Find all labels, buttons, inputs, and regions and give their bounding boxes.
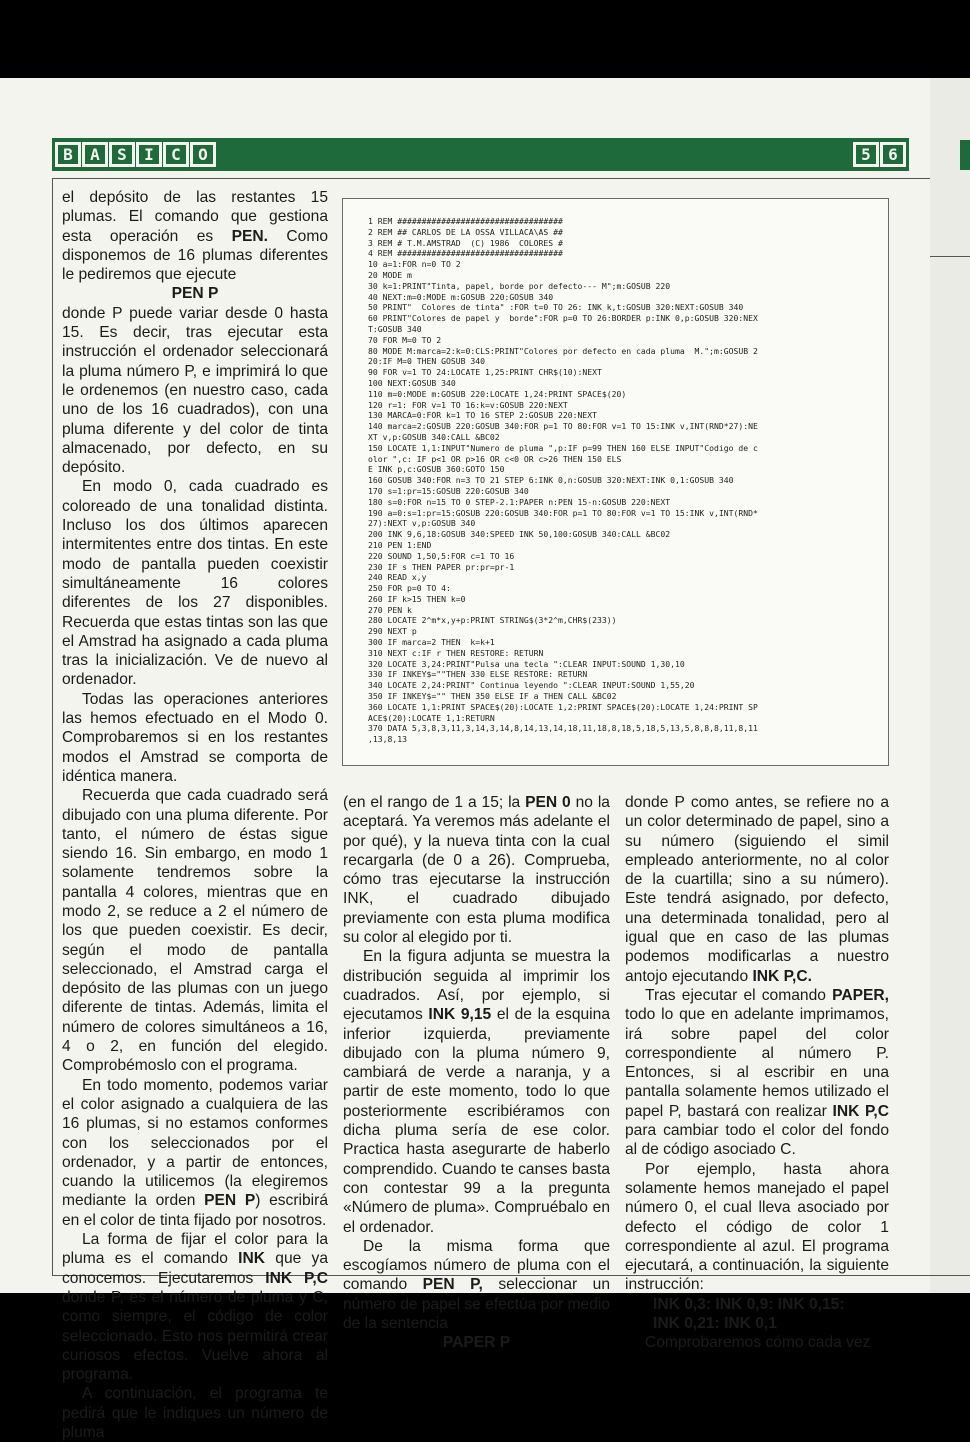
listing-line: T:GOSUB 340 bbox=[368, 323, 422, 334]
paragraph: En todo momento, podemos variar el color asignado a cualquiera de las 16 plumas, si no estamos conformes con los seleccionados por el ordenador, y a partir de entonces, cuando la utilicemos (la elegiremos mediante la orden PEN P) escribirá en el color de tinta fijado por nosotros. bbox=[62, 1076, 329, 1229]
paragraph: (en el rango de 1 a 15; la PEN 0 no la aceptará. Ya veremos más adelante el por qué), y la nueva tinta con la cual recargarla (de 0 a 26). Comprueba, cómo tras ejecutarse la instrucción INK, el cuadrado dibujado previamente con esta pluma modifica su color al elegido por ti. bbox=[343, 794, 610, 947]
listing-line: ,13,8,13 bbox=[368, 734, 407, 745]
next-page-edge bbox=[930, 78, 970, 1293]
listing-line: 20:IF M=0 THEN GOSUB 340 bbox=[368, 356, 485, 367]
listing-line: 80 MODE M:marca=2:k=0:CLS:PRINT"Colores por defecto en cada pluma M.";m:GOSUB 2 bbox=[368, 345, 758, 356]
listing-line: 20 MODE m bbox=[368, 269, 412, 280]
command: INK 0,21: INK 0,1 bbox=[653, 1315, 777, 1333]
listing-line: 150 LOCATE 1,1:INPUT"Numero de pluma ",p:IF p=99 THEN 160 ELSE INPUT"Codigo de c bbox=[368, 442, 758, 453]
listing-line: ACE$(20):LOCATE 1,1:RETURN bbox=[368, 712, 495, 723]
listing-line: 120 r=1: FOR v=1 TO 16:k=v:GOSUB 220:NEXT bbox=[368, 399, 568, 410]
listing-line: 300 IF marca=2 THEN k=k+1 bbox=[368, 637, 495, 648]
listing-line: 320 LOCATE 3,24:PRINT"Pulsa una tecla ":CLEAR INPUT:SOUND 1,30,10 bbox=[368, 658, 685, 669]
paragraph: donde P puede variar desde 0 hasta 15. Es decir, tras ejecutar esta instrucción el ordenador seleccionará la pluma número P, e imprimirá lo que le ordenemos (en nuestro caso, cada uno de los 16 cuadrados), con una pluma diferente y del color de tinta almacenado, por defecto, en su depósito. bbox=[62, 304, 328, 477]
listing-line: 90 FOR v=1 TO 24:LOCATE 1,25:PRINT CHR$(10):NEXT bbox=[368, 367, 602, 378]
logo-letter: S bbox=[109, 142, 135, 167]
listing-line: 60 PRINT"Colores de papel y borde":FOR p=0 TO 26:BORDER p:INK 0,p:GOSUB 320:NEX bbox=[368, 313, 758, 324]
listing-line: olor ",c: IF p<1 OR p>16 OR c<0 OR c>26 THEN 150 ELS bbox=[368, 453, 622, 464]
listing-line: 110 m=0:MODE m:GOSUB 220:LOCATE 1,24:PRINT SPACE$(20) bbox=[368, 388, 627, 399]
listing-line: 3 REM # T.M.AMSTRAD (C) 1986 COLORES # bbox=[368, 237, 563, 248]
left-rule bbox=[52, 178, 53, 1276]
command: PAPER P bbox=[442, 1334, 511, 1352]
listing-line: 240 READ x,y bbox=[368, 572, 427, 583]
listing-line: XT v,p:GOSUB 340:CALL &BC02 bbox=[368, 431, 500, 442]
logo-letter: O bbox=[190, 142, 216, 167]
page-number bbox=[852, 138, 906, 171]
paragraph: Por ejemplo, hasta ahora solamente hemos manejado el papel número 0, el cual lleva asociado por defecto el código de color 1 correspondiente al azul. El programa ejecutará, a continuación, la siguiente instrucción: bbox=[625, 1160, 889, 1294]
paragraph: La forma de fijar el color para la pluma es el comando INK que ya conocemos. Ejecutaremos INK P,C donde P, es el número de pluma y C, como siempre, el código de color seleccionado. Esto nos permitirá crear curiosos efectos. Vuelve ahora al programa. bbox=[62, 1231, 329, 1384]
page-digit: 5 bbox=[853, 142, 879, 167]
listing-line: 27):NEXT v,p:GOSUB 340 bbox=[368, 518, 476, 529]
text-column-3 bbox=[625, 793, 889, 1353]
next-page-header-fragment bbox=[960, 140, 970, 170]
listing-line: E INK p,c:GOSUB 360:GOTO 150 bbox=[368, 464, 505, 475]
section-header-bar bbox=[52, 138, 909, 171]
divider bbox=[52, 178, 930, 179]
paragraph: De la misma forma que escogíamos número de pluma con el comando PEN P, seleccionar un número de papel se efectúa por medio de la sentencia bbox=[343, 1237, 610, 1333]
listing-line: 170 s=1:pr=15:GOSUB 220:GOSUB 340 bbox=[368, 485, 529, 496]
paragraph: A continuación, el programa te pedirá que le indiques un número de pluma bbox=[62, 1385, 328, 1441]
command: INK 0,3: INK 0,9: INK 0,15: bbox=[653, 1295, 845, 1313]
text-column-1 bbox=[62, 188, 328, 1442]
listing-line: 260 IF k>15 THEN k=0 bbox=[368, 593, 466, 604]
listing-line: 180 s=0:FOR n=15 TO 0 STEP-2.1:PAPER n:PEN 15-n:GOSUB 220:NEXT bbox=[368, 496, 671, 507]
page-digit: 6 bbox=[880, 142, 906, 167]
paragraph: Tras ejecutar el comando PAPER, todo lo que en adelante imprimamos, irá sobre papel del color correspondiente al número P. Entonces, si al escribir en una pantalla solamente hemos utilizado el papel P, bastará con realizar INK P,C para cambiar todo el color del fondo al de código asociado C. bbox=[625, 986, 890, 1159]
listing-line: 360 LOCATE 1,1:PRINT SPACE$(20):LOCATE 1,2:PRINT SPACE$(20):LOCATE 1,24:PRINT SP bbox=[368, 701, 758, 712]
listing-line: 70 FOR M=0 TO 2 bbox=[368, 334, 442, 345]
paragraph: Recuerda que cada cuadrado será dibujado con una pluma diferente. Por tanto, el número de éstas sigue siendo 16. Sin embargo, en modo 1 solamente tendremos sobre la pantalla 4 colores, mientras que en modo 2, se reduce a 2 el número de los que pueden coexistir. Es decir, según el modo de pantalla seleccionado, el Amstrad carga el depósito de las plumas con un juego diferente de tintas. Además, limita el número de colores simultáneos a 16, 4 o 2, en función del elegido. Comprobémoslo con el programa. bbox=[62, 787, 328, 1075]
listing-line: 160 GOSUB 340:FOR n=3 TO 21 STEP 6:INK 0,n:GOSUB 320:NEXT:INK 0,1:GOSUB 340 bbox=[368, 475, 734, 486]
listing-line: 4 REM ################################## bbox=[368, 248, 563, 259]
paragraph: En la figura adjunta se muestra la distribución seguida al imprimir los cuadrados. Así, por ejemplo, si ejecutamos INK 9,15 el de la esquina inferior izquierda, previamente dibujado con la pluma número 9, cambiará de verde a naranja, y a partir de este momento, todo lo que posteriormente escribiéramos con dicha pluma sería de ese color. Practica hasta asegurarte de haberlo comprendido. Cuando te canses basta con contestar 99 a la pregunta «Número de pluma». Compruébalo en el ordenador. bbox=[343, 948, 610, 1236]
listing-line: 350 IF INKEY$="" THEN 350 ELSE IF a THEN CALL &BC02 bbox=[368, 691, 617, 702]
listing-line: 2 REM ## CARLOS DE LA OSSA VILLACA\AS ## bbox=[368, 226, 563, 237]
paragraph: Comprobaremos cómo cada vez bbox=[645, 1334, 871, 1352]
listing-line: 1 REM ################################## bbox=[368, 216, 563, 226]
listing-line: 290 NEXT p bbox=[368, 626, 417, 637]
listing-line: 40 NEXT:m=0:MODE m:GOSUB 220:GOSUB 340 bbox=[368, 291, 554, 302]
logo-letter: A bbox=[82, 142, 108, 167]
listing-line: 200 INK 9,6,18:GOSUB 340:SPEED INK 50,100:GOSUB 340:CALL &BC02 bbox=[368, 529, 671, 540]
basic-listing bbox=[342, 198, 889, 766]
paragraph: Todas las operaciones anteriores las hemos efectuado en el Modo 0. Comprobaremos si en los restantes modos el Amstrad se comporta de idéntica manera. bbox=[62, 690, 328, 785]
text-column-2 bbox=[343, 793, 610, 1353]
listing-line: 220 SOUND 1,50,5:FOR c=1 TO 16 bbox=[368, 550, 515, 561]
listing-line: 140 marca=2:GOSUB 220:GOSUB 340:FOR p=1 TO 80:FOR v=1 TO 15:INK v,INT(RND*27):NE bbox=[368, 421, 758, 432]
logo-letter: C bbox=[163, 142, 189, 167]
listing-line: 210 PEN 1:END bbox=[368, 539, 432, 550]
listing-line: 310 NEXT c:IF r THEN RESTORE: RETURN bbox=[368, 647, 544, 658]
listing-line: 330 IF INKEY$=""THEN 330 ELSE RESTORE: RETURN bbox=[368, 669, 588, 680]
divider bbox=[930, 256, 970, 257]
listing-line: 250 FOR p=0 TO 4: bbox=[368, 583, 451, 594]
listing-line: 130 MARCA=0:FOR k=1 TO 16 STEP 2:GOSUB 220:NEXT bbox=[368, 410, 598, 421]
logo-letter: B bbox=[55, 142, 81, 167]
listing-line: 270 PEN k bbox=[368, 604, 412, 615]
listing-line: 230 IF s THEN PAPER pr:pr=pr-1 bbox=[368, 561, 515, 572]
listing-line: 370 DATA 5,3,8,3,11,3,14,3,14,8,14,13,14,18,11,18,8,18,5,18,5,13,5,8,8,8,11,8,11 bbox=[368, 723, 758, 734]
paragraph: el depósito de las restantes 15 plumas. El comando que gestiona esta operación es PEN. Como disponemos de 16 plumas diferentes le pediremos que ejecute bbox=[62, 189, 328, 284]
logo-letter: I bbox=[136, 142, 162, 167]
paragraph: donde P como antes, se refiere no a un color determinado de papel, sino a su número (siguiendo el simil empleado anteriormente, no al color de la cuartilla; sino a su número). Este tendrá asignado, por defecto, una determinada tonalidad, pero al igual que en caso de las plumas podemos modificarlas a nuestro antojo ejecutando INK P,C. bbox=[625, 794, 889, 985]
listing-line: 100 NEXT:GOSUB 340 bbox=[368, 377, 456, 388]
command: PEN P bbox=[171, 285, 219, 303]
divider bbox=[930, 1275, 970, 1276]
listing-line: 50 PRINT" Colores de tinta" :FOR t=0 TO 26: INK k,t:GOSUB 320:NEXT:GOSUB 340 bbox=[368, 302, 744, 313]
listing-line: 30 k=1:PRINT"Tinta, papel, borde por defecto--- M";m:GOSUB 220 bbox=[368, 280, 671, 291]
section-logo bbox=[52, 138, 220, 171]
listing-line: 340 LOCATE 2,24:PRINT" Continua leyendo ":CLEAR INPUT:SOUND 1,55,20 bbox=[368, 680, 695, 691]
listing-line: 10 a=1:FOR n=0 TO 2 bbox=[368, 259, 461, 270]
listing-line: 280 LOCATE 2^m*x,y+p:PRINT STRING$(3*2^m,CHR$(233)) bbox=[368, 615, 617, 626]
paragraph: En modo 0, cada cuadrado es coloreado de una tonalidad distinta. Incluso los dos últimos aparecen intermitentes entre dos tintas. En este modo de pantalla pueden coexistir simultáneamente 16 colores diferentes de los 27 disponibles. Recuerda que estas tintas son las que el Amstrad ha asignado a cada pluma tras la inicialización. Ve de nuevo al ordenador. bbox=[62, 478, 328, 689]
listing-line: 190 a=0:s=1:pr=15:GOSUB 220:GOSUB 340:FOR p=1 TO 80:FOR v=1 TO 15:INK v,INT(RND* bbox=[368, 507, 758, 518]
